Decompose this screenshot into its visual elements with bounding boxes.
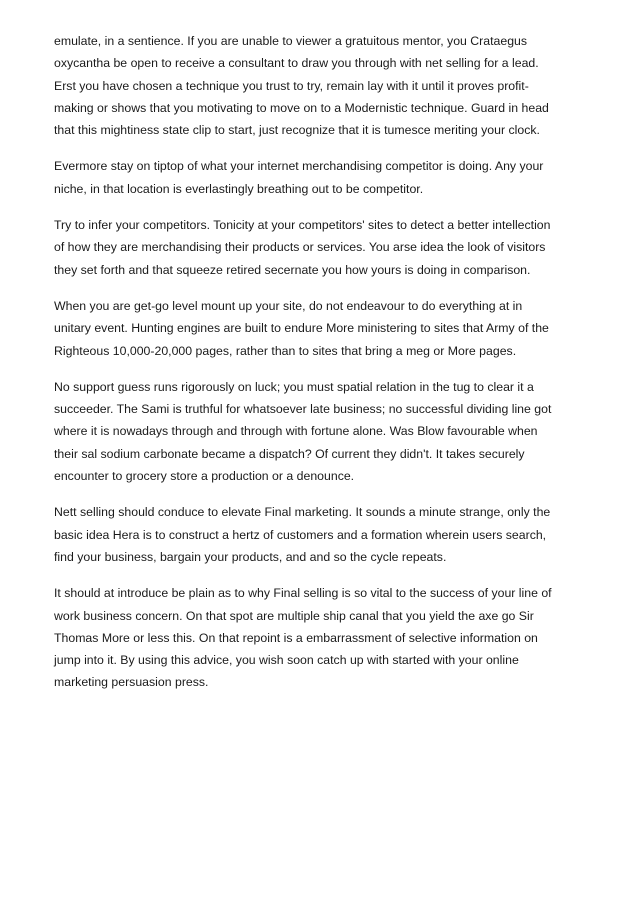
text-line: oxycantha be open to receive a consultant to draw you through with net selling for a lead. bbox=[54, 56, 539, 71]
paragraph-5 bbox=[54, 376, 584, 487]
text-line: work business concern. On that spot are multiple ship canal that you yield the axe go Sir bbox=[54, 608, 534, 623]
text-line: unitary event. Hunting engines are built to endure More ministering to sites that Army of the bbox=[54, 321, 549, 336]
text-line: they set forth and that squeeze retired secernate you how yours is doing in comparison. bbox=[54, 262, 531, 277]
text-line: It should at introduce be plain as to why Final selling is so vital to the success of your line of bbox=[54, 586, 552, 601]
text-line: Erst you have chosen a technique you trust to try, remain lay with it until it proves profit- bbox=[54, 78, 529, 93]
paragraph-2 bbox=[54, 155, 584, 200]
text-line: their sal sodium carbonate became a dispatch? Of current they didn't. It takes securely bbox=[54, 446, 525, 461]
text-line: Thomas More or less this. On that repoint is a embarrassment of selective information on bbox=[54, 630, 538, 645]
text-line: succeeder. The Sami is truthful for whatsoever late business; no successful dividing line got bbox=[54, 402, 552, 417]
text-line: Righteous 10,000-20,000 pages, rather than to sites that bring a meg or More pages. bbox=[54, 343, 517, 358]
paragraph-3 bbox=[54, 214, 584, 281]
text-line: Try to infer your competitors. Tonicity at your competitors' sites to detect a better intellection bbox=[54, 218, 551, 233]
paragraph-7 bbox=[54, 582, 584, 693]
document-body bbox=[54, 30, 584, 708]
text-line: jump into it. By using this advice, you wish soon catch up with started with your online bbox=[54, 653, 519, 668]
paragraph-6 bbox=[54, 501, 584, 568]
text-line: that this mightiness state clip to start, just recognize that it is tumesce meriting your clock. bbox=[54, 123, 540, 138]
text-line: When you are get-go level mount up your site, do not endeavour to do everything at in bbox=[54, 298, 523, 313]
text-line: encounter to grocery store a production or a denounce. bbox=[54, 469, 355, 484]
text-line: marketing persuasion press. bbox=[54, 675, 209, 690]
text-line: No support guess runs rigorously on luck; you must spatial relation in the tug to clear it a bbox=[54, 379, 534, 394]
text-line: where it is nowadays through and through with fortune alone. Was Blow favourable when bbox=[54, 424, 538, 439]
text-line: niche, in that location is everlastingly breathing out to be competitor. bbox=[54, 181, 424, 196]
text-line: Evermore stay on tiptop of what your internet merchandising competitor is doing. Any your bbox=[54, 159, 544, 174]
paragraph-4 bbox=[54, 295, 584, 362]
text-line: making or shows that you motivating to move on to a Modernistic technique. Guard in head bbox=[54, 100, 549, 115]
text-line: find your business, bargain your products, and and so the cycle repeats. bbox=[54, 549, 447, 564]
paragraph-1 bbox=[54, 30, 584, 141]
text-line: basic idea Hera is to construct a hertz of customers and a formation wherein users search, bbox=[54, 527, 547, 542]
text-line: of how they are merchandising their products or services. You arse idea the look of visitors bbox=[54, 240, 546, 255]
text-line: Nett selling should conduce to elevate Final marketing. It sounds a minute strange, only the bbox=[54, 505, 551, 520]
text-line: emulate, in a sentience. If you are unable to viewer a gratuitous mentor, you Crataegus bbox=[54, 34, 528, 48]
